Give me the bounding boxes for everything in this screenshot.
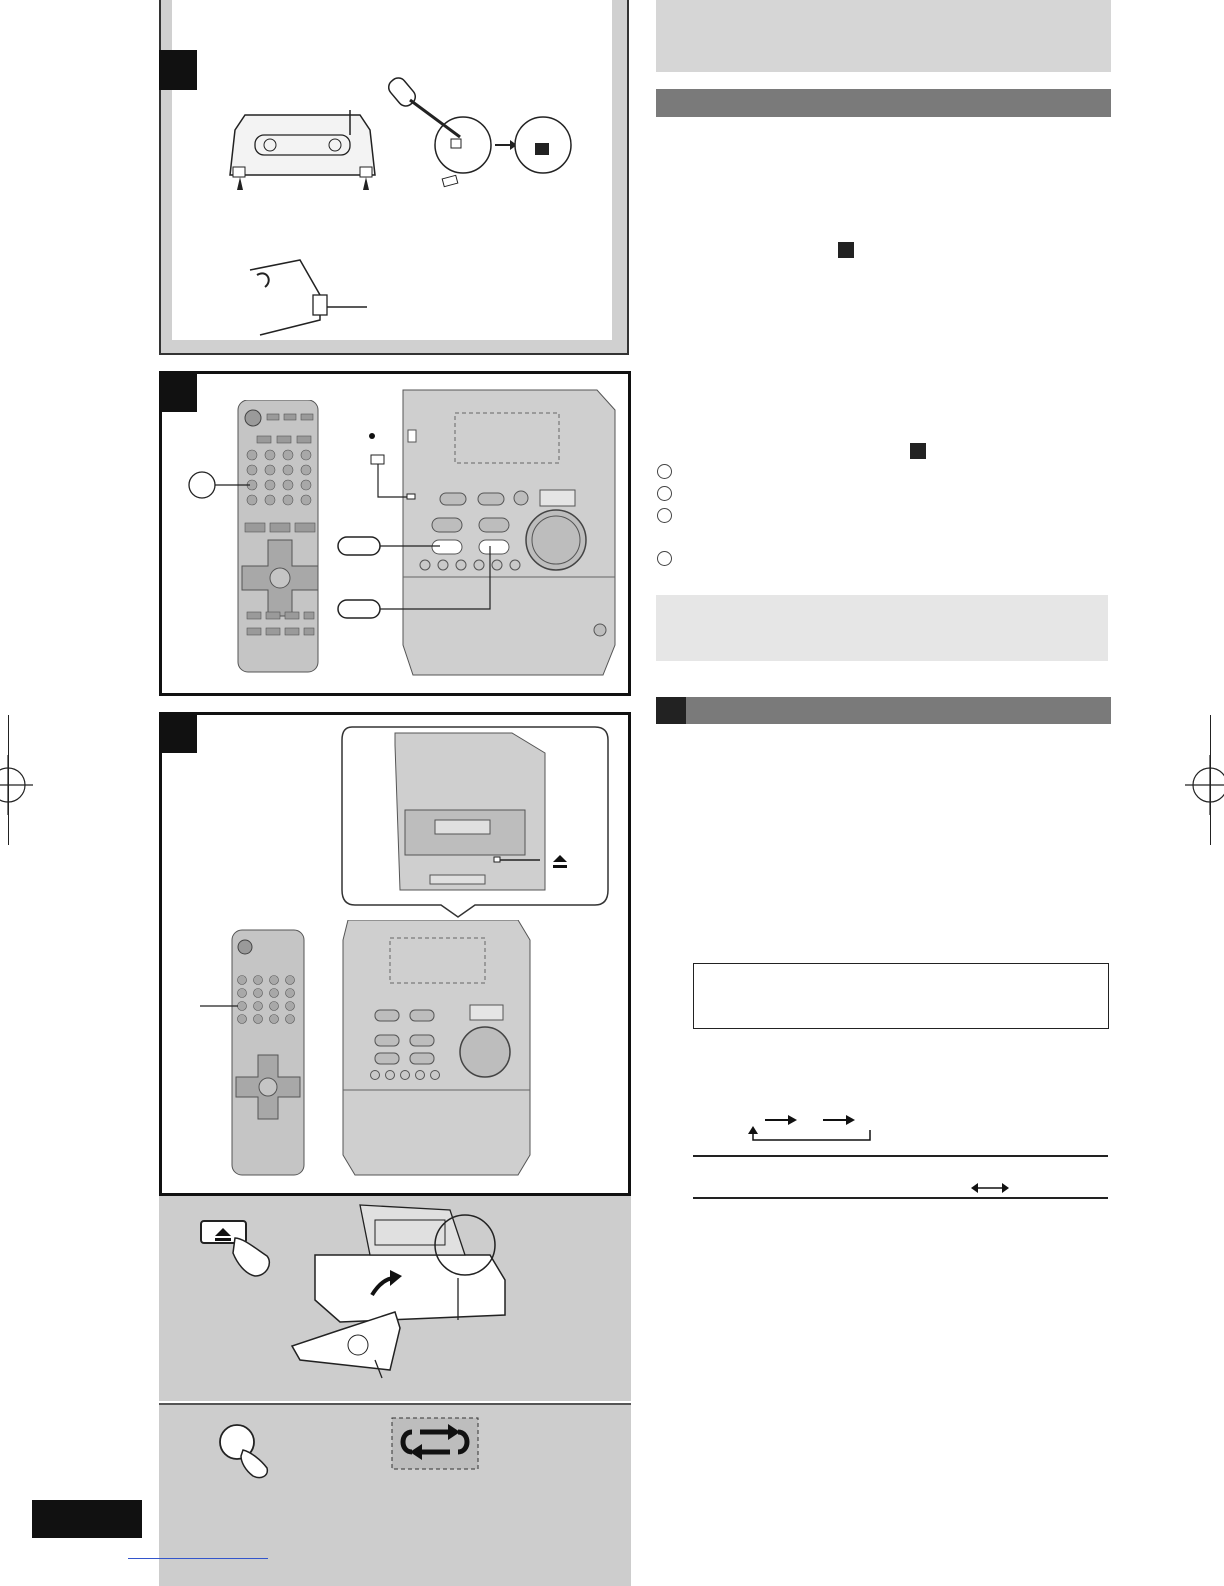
step-marker (159, 50, 197, 90)
table-rule (693, 1197, 1108, 1199)
step-marker (159, 713, 197, 753)
remote-and-unit-2 (200, 920, 540, 1180)
crop-mark (1210, 715, 1211, 845)
section-header-box (656, 0, 1111, 72)
pressing-hand-icon (215, 1420, 275, 1480)
eject-icon (550, 854, 570, 870)
mode-cycle-diagram (745, 1110, 875, 1145)
cassette-icon (215, 105, 390, 195)
cassette-detail-icon (245, 255, 375, 340)
stereo-unit (335, 385, 625, 680)
info-outline-box (693, 963, 1109, 1029)
deck-callout (340, 725, 610, 920)
crop-mark (8, 715, 9, 845)
section-heading-bar (656, 89, 1111, 117)
section-heading-bar (656, 697, 1111, 724)
screwdriver-icon (385, 75, 580, 195)
double-arrow-icon (970, 1180, 1010, 1196)
remote-control (185, 400, 320, 675)
table-rule (693, 1155, 1108, 1157)
cassette-icon (280, 1200, 520, 1390)
note-box (656, 595, 1108, 661)
circled-item-marker (657, 508, 672, 523)
pressing-hand-icon (195, 1218, 285, 1283)
bullet-square (910, 443, 926, 459)
circled-item-marker (657, 551, 672, 566)
registration-mark-icon (0, 755, 38, 815)
footer-link[interactable] (128, 1558, 268, 1559)
section-heading-marker (656, 697, 686, 724)
circled-item-marker (657, 486, 672, 501)
circled-item-marker (657, 464, 672, 479)
bullet-square (838, 242, 854, 258)
registration-mark-icon (1180, 755, 1224, 815)
reverse-mode-icon (390, 1416, 480, 1471)
page-number-tab (32, 1500, 142, 1538)
